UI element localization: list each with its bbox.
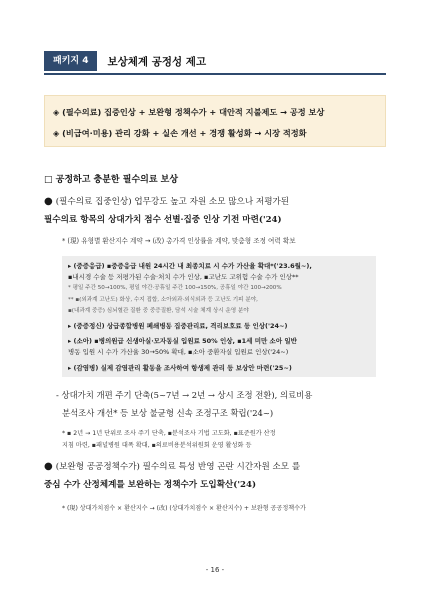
goal-line-essential: ◈ (필수의료) 집중인상 + 보완형 정책수가 + 대안적 지불제도 → 공정 보상 [53,107,325,117]
header-rule [44,73,386,75]
item-policy-fee [44,458,394,494]
package-header [44,50,386,72]
item-policy-line1: ● (보완형 공공정책수가) 필수의료 특성 반영 곤란 시간자원 소모 를 [44,461,301,472]
item-essential-line2: 필수의료 항목의 상대가치 점수 선별·집중 인상 기전 마련('24) [44,215,282,225]
page-number: - 16 - [205,566,225,574]
item-essential-line1: ● (필수의료 집중인상) 업무강도 높고 자원 소모 많으나 저평가된 [44,196,290,207]
detail-line: ** ▪(외과계 고난도) 화상, 수지 접합, 소아외과·외식외과 등 고난도 기피 분야, [68,296,258,303]
detail-line: 병동 입원 시 수가 가산율 30→50% 확대, ▪소아 중환자실 입원료 인상('24~) [68,348,289,357]
detail-line: ▸ (중증응급) ▪중증응급 내원 24시간 내 최종치료 시 수가 가산율 확대*('23.6월~), [68,262,312,270]
item-essential-note: * (現) 유형별 환산지수 계약 → (改) 총가격 인상률을 계약, 맞춤형 조정 여력 확보 [62,237,296,245]
detail-box [62,256,376,377]
detail-line: ▸ (중증정신) 상급종합병원 폐쇄병동 집중관리료, 격리보호료 등 인상('24~) [68,322,288,331]
package-badge: 패키지 4 [44,51,97,71]
bullet-icon: ● [44,461,53,472]
item-relative-line2: 분석조사 개선* 등 보상 불균형 신속 조정구조 확립('24~) [62,408,274,418]
goal-box [44,95,386,147]
goal-line-noncovered: ◈ (비급여·미용) 관리 강화 + 실손 개선 + 경쟁 활성화 → 시장 적정화 [53,128,307,138]
item-policy-line2: 중심 수가 산정체계를 보완하는 정책수가 도입확산('24) [44,480,257,490]
detail-line: ▸ (소아) ▪병의원급 신생아실·모자동실 입원료 50% 인상, ▪1세 미만 소아 일반 [68,337,297,346]
package-title: 보상체계 공정성 제고 [107,55,207,68]
item-relative-value [56,386,386,422]
item-essential-raise [44,193,394,229]
detail-line: ▪내시경 수술 등 저평가된 수술·처치 수가 인상, ▪고난도 고위험 수술 수가 인상** [68,273,299,282]
detail-line: ▸ (감염병) 실제 감염관리 활동을 조사하여 항생제 관리 등 보상안 마련('25~) [68,363,292,372]
item-policy-note: * (現) 상대가치점수 × 환산지수 → (改) (상대가치점수 × 환산지수) + 보완형 공공정책수가 [62,505,306,512]
item-relative-note: * ▪ 2년 → 1년 단위로 조사 주기 단축, ▪분석조사 기법 고도화, ▪표준원가 산정 지침 마련, ▪패널병원 대폭 확대, ▪의료비용분석위원회 운영 활성화 등 [62,430,276,449]
detail-line: * 평일 주간 50→100%, 평일 야간·공휴일 주간 100→150%, 공휴일 야간 100→200% [68,285,282,292]
bullet-icon: ● [44,196,53,207]
detail-line: ▪(내과계 중증) 심뇌혈관 질환 중 중증질환, 담석 시술 체계 상시 운영 분야 [68,307,249,314]
section-title: □ 공정하고 충분한 필수의료 보상 [44,175,179,185]
item-relative-line1: - 상대가치 개편 주기 단축(5~7년 → 2년 → 상시 조정 전환), 의료비용 [56,390,313,400]
